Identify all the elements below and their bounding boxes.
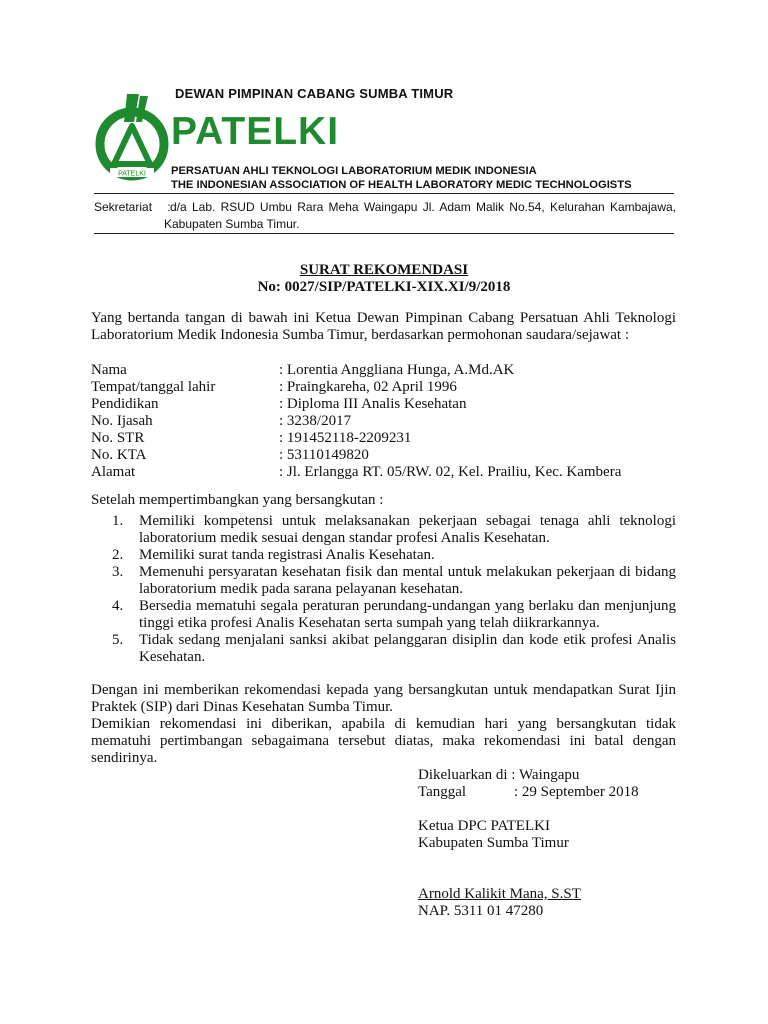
field-label: Tempat/tanggal lahir (91, 379, 216, 395)
closing-paragraph: Demikian rekomendasi ini diberikan, apabila di kemudian hari yang bersangkutan tidak mematuhi pertimbangan sebagaimana tersebut diatas, maka rekomendasi ini batal dengan sendirinya. (91, 716, 676, 766)
date-label: Tanggal (418, 784, 467, 800)
secretariat-label: Sekretariat (94, 200, 153, 214)
letter-heading: SURAT REKOMENDASI (299, 262, 469, 278)
signer-nap: NAP. 5311 01 47280 (418, 903, 544, 919)
signer-position: Ketua DPC PATELKI (418, 818, 550, 834)
list-text: Memenuhi persyaratan kesehatan fisik dan mental untuk melakukan pekerjaan di bidang laboratorium medik pada sarana pelayanan kesehatan. (139, 564, 676, 597)
field-label: No. KTA (91, 447, 147, 463)
field-label: Nama (91, 362, 127, 378)
address-line-2: Kabupaten Sumba Timur. (164, 217, 300, 231)
list-number: 5. (112, 632, 124, 648)
signer-region: Kabupaten Sumba Timur (418, 835, 569, 851)
list-item (91, 547, 676, 564)
considering-line: Setelah mempertimbangkan yang bersangkutan : (91, 492, 384, 508)
signer-name-text: Arnold Kalikit Mana, S.ST (418, 886, 581, 902)
list-number: 1. (112, 513, 124, 529)
field-value: : Lorentia Anggliana Hunga, A.Md.AK (279, 362, 515, 378)
field-label: No. Ijasah (91, 413, 153, 429)
field-label: No. STR (91, 430, 145, 446)
org-full-name-id: PERSATUAN AHLI TEKNOLOGI LABORATORIUM MEDIK INDONESIA (171, 165, 537, 177)
field-value: : 191452118-2209231 (279, 430, 412, 446)
document-title (0, 262, 768, 296)
field-value: : 53110149820 (279, 447, 369, 463)
letter-number: No: 0027/SIP/PATELKI-XIX.XI/9/2018 (257, 279, 511, 295)
field-value: : 3238/2017 (279, 413, 352, 429)
list-text: Memiliki surat tanda registrasi Analis Kesehatan. (139, 547, 435, 563)
field-label: Alamat (91, 464, 136, 480)
list-text: Tidak sedang menjalani sanksi akibat pelanggaran disiplin dan kode etik profesi Analis Kesehatan. (139, 632, 676, 665)
list-item (91, 564, 676, 598)
signer-name (418, 886, 639, 903)
signature-block (418, 767, 639, 920)
date-value: : 29 September 2018 (514, 784, 639, 800)
issue-date (418, 784, 639, 801)
field-value: : Diploma III Analis Kesehatan (279, 396, 467, 412)
list-text: Bersedia mematuhi segala peraturan perundang-undangan yang berlaku dan menjunjung tinggi etika profesi Analis Kesehatan serta sumpah yang telah diikrarkannya. (139, 598, 676, 631)
intro-paragraph: Yang bertanda tangan di bawah ini Ketua Dewan Pimpinan Cabang Persatuan Ahli Teknologi Laboratorium Medik Indonesia Sumba Timur, berdasarkan permohonan saudara/sejawat : (91, 310, 676, 343)
org-name: PATELKI (171, 110, 340, 153)
issued-at: Dikeluarkan di : Waingapu (418, 767, 580, 783)
field-label: Pendidikan (91, 396, 159, 412)
header-divider-top (94, 193, 674, 194)
logo-text: PATELKI (118, 170, 146, 178)
secretariat-address: Sekretariat : d/a Lab. RSUD Umbu Rara Meha Waingapu Jl. Adam Malik No.54, Kelurahan Kambajawa, Kabupaten Sumba Timur. (94, 200, 676, 231)
list-number: 3. (112, 564, 124, 580)
list-number: 2. (112, 547, 124, 563)
list-item (91, 598, 676, 632)
org-full-name (171, 164, 632, 192)
org-full-name-en: THE INDONESIAN ASSOCIATION OF HEALTH LABORATORY MEDIC TECHNOLOGISTS (171, 179, 632, 191)
field-value: : Praingkareha, 02 April 1996 (279, 379, 457, 395)
list-number: 4. (112, 598, 124, 614)
conditions-list (91, 513, 676, 666)
recommendation-paragraph: Dengan ini memberikan rekomendasi kepada yang bersangkutan untuk mendapatkan Surat Ijin Praktek (SIP) dari Dinas Kesehatan Sumba Timur. (91, 682, 676, 715)
address-line-1: d/a Lab. RSUD Umbu Rara Meha Waingapu Jl. Adam Malik No.54, Kelurahan Kambajawa, (170, 200, 676, 214)
list-text: Memiliki kompetensi untuk melaksanakan pekerjaan sebagai tenaga ahli teknologi laboratorium medik sesuai dengan standar profesi Analis Kesehatan. (139, 513, 676, 546)
header-divider-bottom (94, 233, 674, 234)
list-item (91, 513, 676, 547)
patelki-logo-icon (94, 92, 174, 182)
field-value: : Jl. Erlangga RT. 05/RW. 02, Kel. Prailiu, Kec. Kambera (279, 464, 622, 480)
list-item (91, 632, 676, 666)
branch-line: DEWAN PIMPINAN CABANG SUMBA TIMUR (175, 86, 454, 101)
